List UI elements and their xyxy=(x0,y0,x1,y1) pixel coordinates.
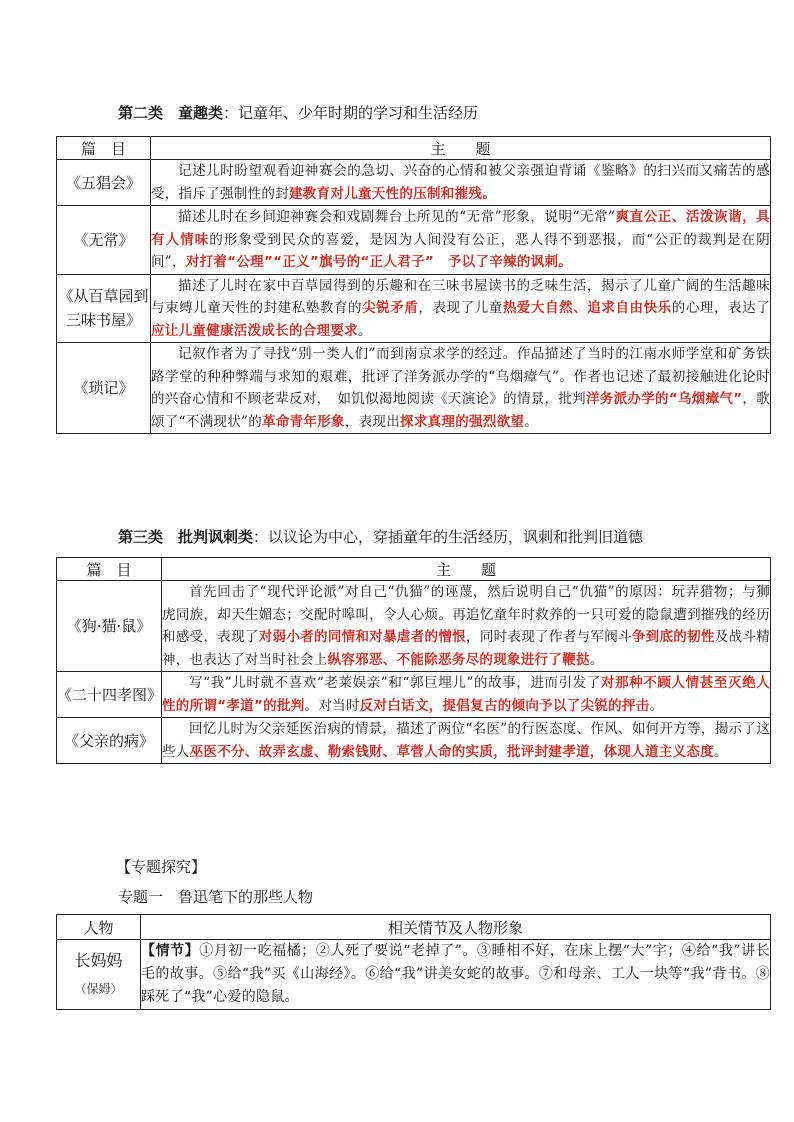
highlight-text: 热爱大自然、追求自由快乐 xyxy=(502,300,672,316)
body-text: ，表现了儿童 xyxy=(418,300,503,316)
body-text: ，同时表现了作者与军阀斗 xyxy=(466,629,632,645)
table-row xyxy=(57,718,771,764)
body-text: 回忆儿时为父亲延医治病的情景，描述了两位“名医”的行医态度、作风、如何开方等，揭示了这些人 xyxy=(162,721,770,760)
person-cell xyxy=(57,940,141,1010)
column-header-person: 人物 xyxy=(57,915,141,940)
highlight-text: 探求真理的强烈欲望 xyxy=(400,413,525,430)
section3-table xyxy=(56,557,771,764)
highlight-text: 反对白话文，提倡复古的倾向予以了尖锐的抨击 xyxy=(359,697,650,714)
highlight-text: 对那种不顾人情甚至灭绝人性的所谓“孝道”的批判 xyxy=(162,675,770,714)
work-title: 《五猖会》 xyxy=(57,160,151,206)
column-header-title: 篇 目 xyxy=(57,137,151,160)
theme-text xyxy=(162,672,771,718)
explore-label: 【专题探究】 xyxy=(116,858,207,876)
work-title: 《父亲的病》 xyxy=(57,718,162,764)
table-row xyxy=(57,940,771,1010)
body-text: 。 xyxy=(714,743,728,760)
section2-heading-bold: 第二类 童趣类 xyxy=(118,104,224,122)
body-text: 记叙作者为了寻找“别一类人们”而到南京求学的经过。作品描述了当时的江南水师学堂和矿务铁路学堂的种种弊端与求知的艰难，批评了洋务派办学的“乌烟瘴气”。作者也记述了最初接触进化论时的兴奋心情和不顾老辈反对， 如饥似渴地阅读《天演论》的情景，批判 xyxy=(151,346,770,407)
body-text: ，歌颂了“不满现状”的 xyxy=(151,391,770,430)
theme-text xyxy=(162,581,771,672)
table-row xyxy=(57,160,771,206)
body-text: 及战斗精神，也表达了对当时社会上 xyxy=(162,629,771,668)
person-name: 长妈妈 xyxy=(74,950,123,970)
body-text: 写“我”儿时就不喜欢“老莱娱亲”和“郭巨埋儿”的故事，进而引发了 xyxy=(189,675,601,691)
body-text: 。 xyxy=(649,697,664,714)
person-note: （保姆） xyxy=(74,981,123,996)
body-text: 记述儿时盼望观看迎神赛会的急切、兴奋的心情和被父亲强迫背诵《鉴略》的扫兴而又痛苦的感受，指斥了强制性的封 xyxy=(151,163,770,202)
body-text: 的心理，表达了 xyxy=(671,300,770,316)
body-text: 的形象受到民众的喜爱，是因为人间没有公正，恶人得不到恶报，而“公正的裁判是在阴间”， xyxy=(151,231,770,270)
plot-label: 【情节】 xyxy=(141,943,200,959)
section3-heading-bold: 第三类 批判讽刺类 xyxy=(118,528,254,546)
table-row xyxy=(57,274,771,343)
body-text: 描述了儿时在家中百草园得到的乐趣和在三味书屋读书的乏味生活，揭示了儿童广阔的生活趣味与束缚儿童天性的封建私塾教育的 xyxy=(151,277,770,316)
section3-heading xyxy=(118,526,643,547)
highlight-text: 应让儿童健康活泼成长的合理要求 xyxy=(151,322,358,339)
table-row xyxy=(57,343,771,434)
highlight-text: 洋务派办学的“乌烟瘴气” xyxy=(585,391,743,407)
highlight-text: 纵容邪恶、不能除恶务尽的现象进行了鞭挞 xyxy=(327,651,590,668)
highlight-text: 尖锐矛盾 xyxy=(362,300,419,316)
column-header-title: 篇 目 xyxy=(57,558,162,581)
highlight-text: 巫医不分、故弄玄虚、勒索钱财、草菅人命的实质，批评封建孝道，体现人道主义态度 xyxy=(189,743,715,760)
highlight-text: 革命青年形象 xyxy=(262,413,345,430)
table-row xyxy=(57,206,771,275)
theme-text xyxy=(151,206,771,275)
theme-text xyxy=(151,160,771,206)
section2-heading xyxy=(118,102,478,123)
body-text: 描述儿时在乡间迎神赛会和戏剧舞台上所见的“无常”形象，说明“无常” xyxy=(178,209,616,225)
section3-heading-rest: ：以议论为中心，穿插童年的生活经历，讽刺和批判旧道德 xyxy=(253,528,644,546)
column-header-detail: 相关情节及人物形象 xyxy=(141,915,771,940)
column-header-theme: 主 题 xyxy=(162,558,771,581)
table-row xyxy=(57,672,771,718)
highlight-text: 爽直公正、活泼诙谐，具有人情味 xyxy=(151,209,770,248)
section2-table xyxy=(56,136,771,434)
highlight-text: 争到底的韧性 xyxy=(631,629,715,645)
body-text: 。对当时 xyxy=(304,697,360,714)
work-title: 《琐记》 xyxy=(57,343,151,434)
highlight-text: 对打着“公理”“正义”旗号的“正人君子” 予以了辛辣的讽刺。 xyxy=(185,254,573,270)
body-text: ，表现出 xyxy=(344,413,401,430)
body-text: 。 xyxy=(589,651,604,668)
work-title: 《二十四孝图》 xyxy=(57,672,162,718)
work-title: 《无常》 xyxy=(57,206,151,275)
work-title: 《从百草园到三味书屋》 xyxy=(57,274,151,343)
characters-table xyxy=(56,914,771,1010)
theme-text xyxy=(162,718,771,764)
column-header-theme: 主 题 xyxy=(151,137,771,160)
plot-text xyxy=(141,940,771,1010)
body-text: 首先回击了“现代评论派”对自己“仇猫”的诬蔑，然后说明自己“仇猫”的原因：玩弄猎物；与狮虎同族，却天生媚态；交配时嗥叫，令人心烦。再追忆童年时救养的一只可爱的隐鼠遭到摧残的经历和感受，表现了 xyxy=(162,584,770,645)
highlight-text: 建教育对儿童天性的压制和摧残。 xyxy=(289,185,496,202)
table-row xyxy=(57,581,771,672)
theme-text xyxy=(151,343,771,434)
plot-body: ①月初一吃福橘；②人死了要说“老掉了”。③睡相不好，在床上摆“大”字；④给“我”讲长毛的故事。⑤给“我”买《山海经》。⑥给“我”讲美女蛇的故事。⑦和母亲、工人一块等“我”背书。⑧踩死了“我”心爱的隐鼠。 xyxy=(141,943,770,1005)
section2-heading-rest: ：记童年、少年时期的学习和生活经历 xyxy=(223,104,479,122)
work-title: 《狗·猫·鼠》 xyxy=(57,581,162,672)
body-text: 。 xyxy=(524,413,539,430)
body-text: 。 xyxy=(358,322,372,339)
highlight-text: 对弱小者的同情和对暴虐者的憎恨 xyxy=(258,629,467,645)
topic-heading: 专题一 鲁迅笔下的那些人物 xyxy=(118,888,314,906)
theme-text xyxy=(151,274,771,343)
